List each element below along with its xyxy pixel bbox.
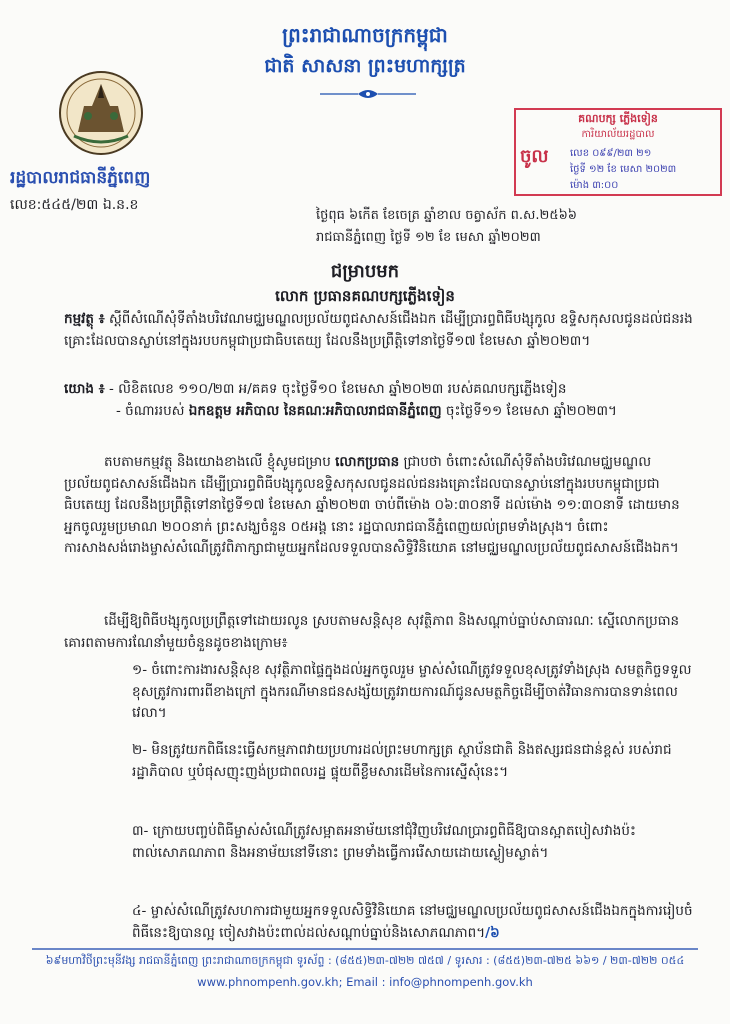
body-paragraph: ដើម្បីឱ្យពិធីបង្សុកូលប្រព្រឹត្តទៅដោយរលូន ស្របតាមសន្តិសុខ សុវត្ថិភាព និងសណ្តាប់ធ្នាប់សាធារណៈ ស្នើលោកប្រធានគោរពតាមការណែនាំមួយចំនួនដូចខាងក្រោម៖	[64, 613, 680, 651]
stamp-title: គណបក្ស ភ្លើងទៀន	[578, 112, 658, 125]
reference-number: លេខ:៥៤៥/២៣ ឯ.ន.ខ	[10, 197, 139, 213]
issuing-authority: រដ្ឋបាលរាជធានីភ្នំពេញ	[10, 168, 151, 188]
instruction-item: ៣- ក្រោយបញ្ចប់ពិធីម្ចាស់សំណើត្រូវសម្អាតអនាម័យនៅជុំវិញបរិវេណប្រារព្ធពិធីឱ្យបានស្អាតបៀសវាងប៉ះពាល់សោភណភាព និងអនាម័យនៅទីនោះ ព្រមទាំងធ្វើការរើសាយដោយស្ងៀមស្ងាត់។	[132, 823, 636, 861]
subject-label: កម្មវត្ថុ ៖	[64, 311, 105, 327]
footer-address: ៦៩មហាវិថីព្រះមុនីវង្ស រាជធានីភ្នំពេញ ព្រះរាជាណាចក្រកម្ពុជា ទូរស័ព្ទ : (៨៥៥)២៣-៧២២ ៧៥៧ / ទូរសារ : (៨៥៥)២៣-៧២៥ ៦៦១ / ២៣-៧២២ ០៥៤	[45, 954, 685, 967]
national-motto: ជាតិ សាសនា ព្រះមហាក្សត្រ	[264, 55, 466, 77]
stamp-line: ថ្ងៃទី ១២ ខែ មេសា ២០២៣	[570, 164, 677, 175]
instruction-item: ១- ចំពោះការងារសន្តិសុខ សុវត្ថិភាពផ្ទៃក្នុងដល់អ្នកចូលរួម ម្ចាស់សំណើត្រូវទទួលខុសត្រូវទាំងស្រុង សមត្ថកិច្ចទទួលខុសត្រូវការពារពីខាងក្រៅ ក្នុងករណីមានជនសង្ស័យត្រូវរាយការណ៍ជូនសមត្ថកិច្ចដើម្បីចាត់វិធានការបានទាន់ពេលវេលា។	[132, 662, 692, 721]
stamp-line: ម៉ោង ៣:០០	[570, 180, 619, 191]
footer-divider	[32, 948, 698, 950]
kingdom-title: ព្រះរាជាណាចក្រកម្ពុជា	[282, 23, 448, 47]
ornament-divider	[318, 86, 418, 102]
stamp-mark: ចូល	[520, 146, 549, 167]
letter-heading: ជម្រាបមក	[330, 261, 400, 282]
reference-item-emphasis: ឯកឧត្តម អភិបាល នៃគណៈអភិបាលរាជធានីភ្នំពេញ	[188, 402, 442, 419]
paragraph-emphasis: លោកប្រធាន	[335, 454, 400, 470]
instruction-item	[132, 901, 694, 944]
reference-item: - លិខិតលេខ ១១០/២៣ អ/គគទ ចុះថ្ងៃទី១០ ខែមេសា ឆ្នាំ២០២៣ របស់គណបក្សភ្លើងទៀន	[108, 381, 567, 397]
stamp-subtitle: ការិយាល័យរដ្ឋបាល	[581, 129, 655, 140]
subject-block	[64, 309, 694, 352]
body-paragraph	[64, 452, 694, 560]
received-stamp	[514, 108, 722, 196]
lunar-date: ថ្ងៃពុធ ៦កើត ខែចេត្រ ឆ្នាំខាល ចត្វាស័ក ព.ស.២៥៦៦	[316, 208, 577, 223]
recipient: លោក ប្រធានគណបក្សភ្លើងទៀន	[275, 287, 455, 305]
reference-block	[64, 379, 694, 422]
footer-contact: www.phnompenh.gov.kh; Email : info@phnompenh.gov.kh	[197, 975, 533, 989]
reference-item-suffix: ចុះថ្ងៃទី១១ ខែមេសា ឆ្នាំ២០២៣។	[441, 402, 617, 419]
paragraph-text: ជ្រាបថា ចំពោះសំណើសុំទីតាំងបរិវេណមជ្ឈមណ្ឌលប្រល័យពូជសាសន៍ជើងឯក ដើម្បីប្រារព្ធពិធីបង្សុកូលឧទ្ទិសកុសលជូនដល់ជនរងគ្រោះដែលបានស្លាប់នៅក្នុងរបបកម្ពុជាប្រជាធិបតេយ្យ ដែលនឹងប្រព្រឹត្តិទៅនាថ្ងៃទី១៧ ខែមេសា ឆ្នាំ២០២៣ ចាប់ពីម៉ោង ០៦:៣០នាទី ដល់ម៉ោង ១១:៣០នាទី ដោយមានអ្នកចូលរួមប្រមាណ ២០០នាក់ ព្រះសង្ឃចំនួន ០៥អង្គ នោះ រដ្ឋបាលរាជធានីភ្នំពេញយល់ព្រមទាំងស្រុង។ ចំពោះការសាងសង់រោងម្ចាស់សំណើត្រូវពិភាក្សាជាមួយអ្នកដែលទទួលបានសិទ្ធិវិនិយោគ នៅមជ្ឈមណ្ឌលប្រល័យពូជសាសន៍ជើងឯក។	[64, 454, 680, 556]
solar-date: រាជធានីភ្នំពេញ ថ្ងៃទី ១២ ខែ មេសា ឆ្នាំ២០២៣	[316, 230, 541, 245]
paragraph-text: តបតាមកម្មវត្ថុ និងយោងខាងលើ ខ្ញុំសូមជម្រាប	[104, 454, 336, 470]
stamp-line: លេខ ០៩៩/២៣ ២១	[570, 148, 652, 159]
reference-item-prefix: - ចំណាររបស់	[116, 402, 189, 419]
instruction-item: ២- មិនត្រូវយកពិធីនេះធ្វើសកម្មភាពវាយប្រហារដល់ព្រះមហាក្សត្រ ស្ថាប័នជាតិ និងឥស្សរជនជាន់ខ្ពស់ របស់រាជរដ្ឋាភិបាល ឬបំផុសញុះញង់ប្រជាពលរដ្ឋ ផ្ទុយពីខ្លឹមសារដើមនៃការស្នើសុំនេះ។	[132, 742, 672, 780]
instruction-item-text: ៤- ម្ចាស់សំណើត្រូវសហការជាមួយអ្នកទទួលសិទ្ធិវិនិយោគ នៅមជ្ឈមណ្ឌលប្រល័យពូជសាសន៍ជើងឯកក្នុងការរៀបចំពិធីនេះឱ្យបានល្អ ចៀសវាងប៉ះពាល់ដល់សណ្តាប់ធ្នាប់និងសោភណភាព។	[132, 903, 693, 941]
reference-label: យោង ៖	[64, 381, 105, 397]
city-emblem-logo	[58, 70, 144, 156]
page-mark: /៦	[485, 924, 500, 941]
subject-text: ស្តីពីសំណើសុំទីតាំងបរិវេណមជ្ឈមណ្ឌលប្រល័យពូជសាសន៍ជើងឯក ដើម្បីប្រារព្ធពិធីបង្សុកូល ឧទ្ទិសកុសលជូនដល់ជនរងគ្រោះដែលបានស្លាប់នៅក្នុងរបបកម្ពុជាប្រជាធិបតេយ្យ ដែលនឹងប្រព្រឹត្តិទៅនាថ្ងៃទី១៧ ខែមេសា ឆ្នាំ២០២៣។	[64, 311, 693, 349]
